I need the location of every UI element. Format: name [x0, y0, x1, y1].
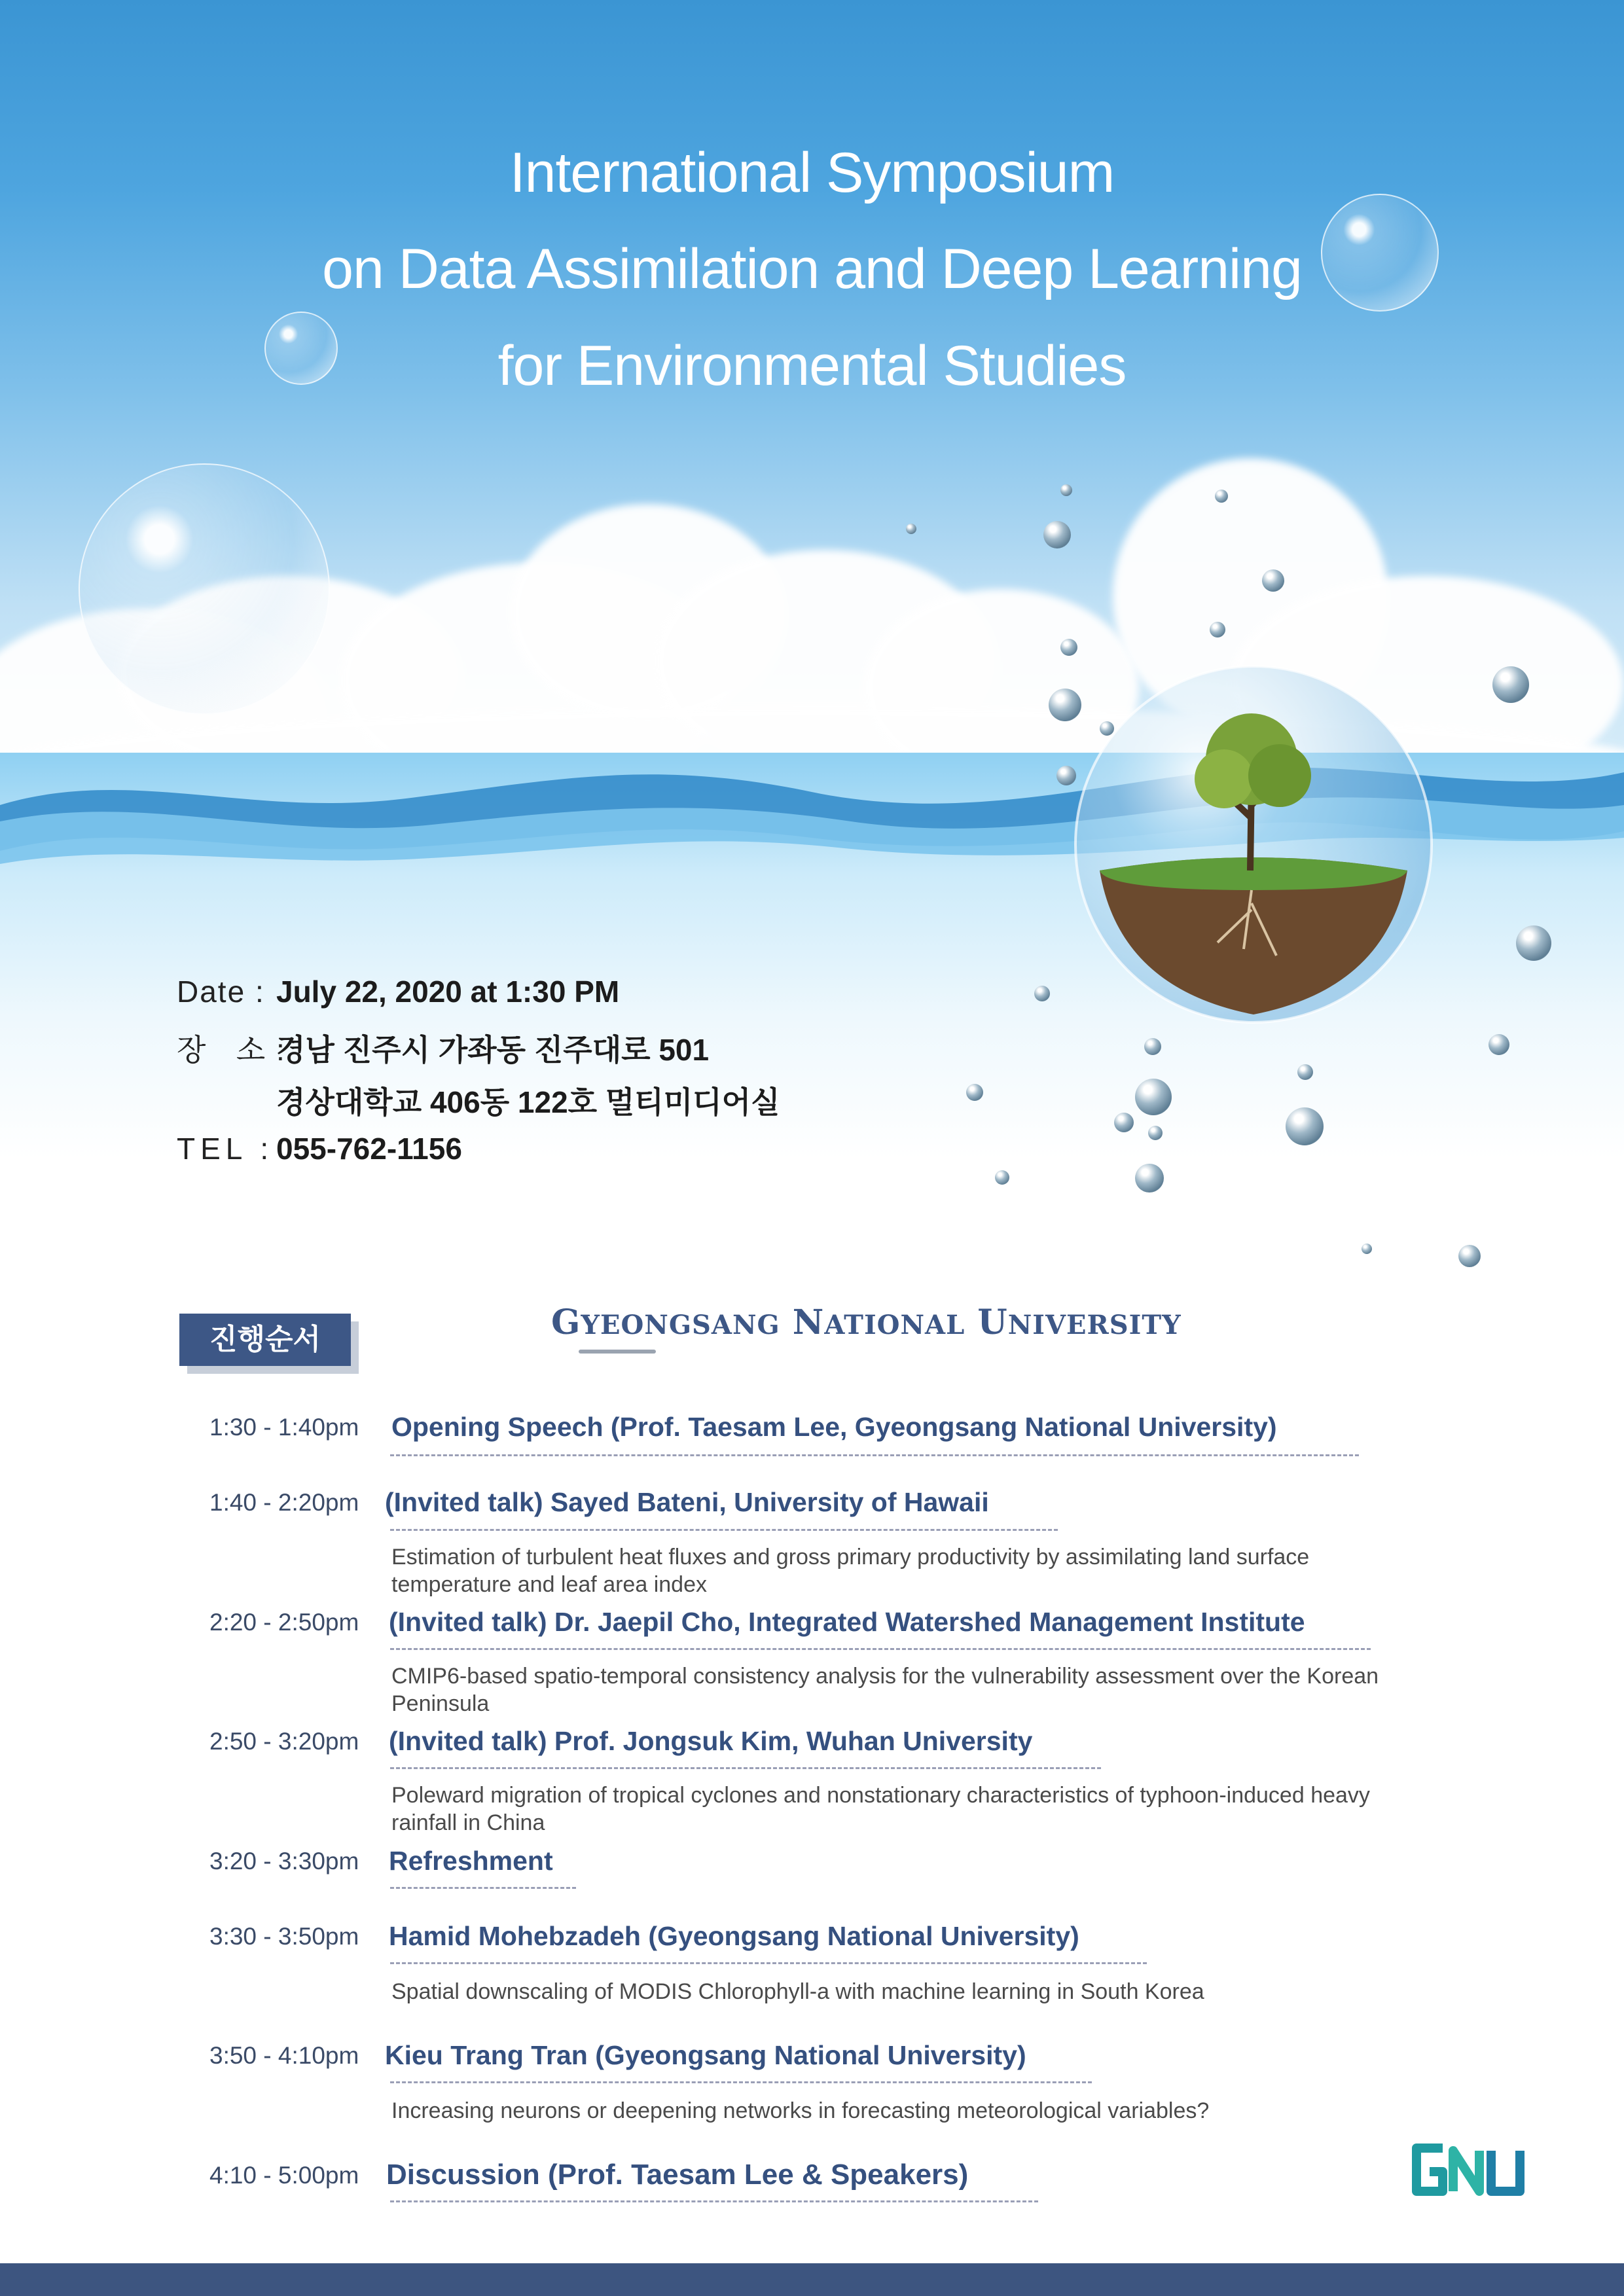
divider: [390, 1454, 1359, 1456]
footer-bar: [0, 2263, 1624, 2296]
session-desc-2: Estimation of turbulent heat fluxes and gross primary productivity by assimilating land surface temperature and leaf area index: [391, 1545, 1310, 1597]
tel-label: TEL :: [177, 1132, 274, 1166]
session-title-5: Refreshment: [389, 1846, 553, 1876]
place-value-1: 경남 진주시 가좌동 진주대로 501: [276, 1033, 710, 1067]
gnu-logo-icon: [1407, 2139, 1532, 2204]
title-line-2: on Data Assimilation and Deep Learning: [322, 238, 1302, 300]
title-line-1: International Symposium: [509, 141, 1115, 204]
session-title-7: Kieu Trang Tran (Gyeongsang National University): [385, 2040, 1026, 2070]
place-row-2: [276, 1079, 780, 1122]
session-title-1: Opening Speech (Prof. Taesam Lee, Gyeongsang National University): [391, 1412, 1277, 1442]
divider: [390, 1648, 1371, 1650]
place-row: [177, 1026, 709, 1069]
divider: [390, 2081, 1092, 2083]
session-title-6: Hamid Mohebzadeh (Gyeongsang National University): [389, 1921, 1079, 1951]
session-title-8: Discussion (Prof. Taesam Lee & Speakers): [386, 2159, 969, 2191]
divider: [390, 1529, 1058, 1531]
earth-bubble-illustration: [1060, 648, 1447, 1034]
wordmark-underline: [579, 1350, 656, 1354]
tel-value: 055-762-1156: [276, 1132, 462, 1166]
session-title-3: (Invited talk) Dr. Jaepil Cho, Integrated Watershed Management Institute: [389, 1607, 1305, 1637]
time-slot-3: 2:20 - 2:50pm: [209, 1609, 359, 1636]
place-label: 장 소 :: [177, 1033, 286, 1067]
session-desc-4: Poleward migration of tropical cyclones and nonstationary characteristics of typhoon-induced heavy rainfall in China: [391, 1783, 1370, 1835]
time-slot-5: 3:20 - 3:30pm: [209, 1848, 359, 1874]
session-desc-6: Spatial downscaling of MODIS Chlorophyll-a with machine learning in South Korea: [391, 1979, 1204, 2004]
title-line-3: for Environmental Studies: [497, 334, 1127, 397]
time-slot-6: 3:30 - 3:50pm: [209, 1923, 359, 1950]
university-wordmark: GYEONGSANG NATIONAL UNIVERSITY: [551, 1302, 1182, 1342]
date-row: [177, 974, 619, 1009]
time-slot-7: 3:50 - 4:10pm: [209, 2042, 359, 2069]
divider: [390, 1767, 1101, 1769]
time-slot-4: 2:50 - 3:20pm: [209, 1728, 359, 1755]
session-desc-3: CMIP6-based spatio-temporal consistency analysis for the vulnerability assessment over the Korean Peninsula: [391, 1664, 1379, 1716]
program-label: 진행순서: [179, 1314, 351, 1366]
session-desc-7: Increasing neurons or deepening networks in forecasting meteorological variables?: [391, 2098, 1210, 2123]
session-title-2: (Invited talk) Sayed Bateni, University of Hawaii: [385, 1487, 989, 1517]
date-value: July 22, 2020 at 1:30 PM: [276, 975, 620, 1009]
date-label: Date :: [177, 975, 265, 1009]
tel-row: [177, 1131, 462, 1166]
session-title-4: (Invited talk) Prof. Jongsuk Kim, Wuhan University: [389, 1726, 1033, 1756]
time-slot-1: 1:30 - 1:40pm: [209, 1414, 359, 1441]
time-slot-2: 1:40 - 2:20pm: [209, 1489, 359, 1516]
bubble-large-left: [79, 463, 330, 715]
divider: [390, 1887, 576, 1889]
time-slot-8: 4:10 - 5:00pm: [209, 2162, 359, 2189]
divider: [390, 1962, 1147, 1964]
divider: [390, 2200, 1038, 2202]
place-value-2: 경상대학교 406동 122호 멀티미디어실: [276, 1085, 780, 1119]
